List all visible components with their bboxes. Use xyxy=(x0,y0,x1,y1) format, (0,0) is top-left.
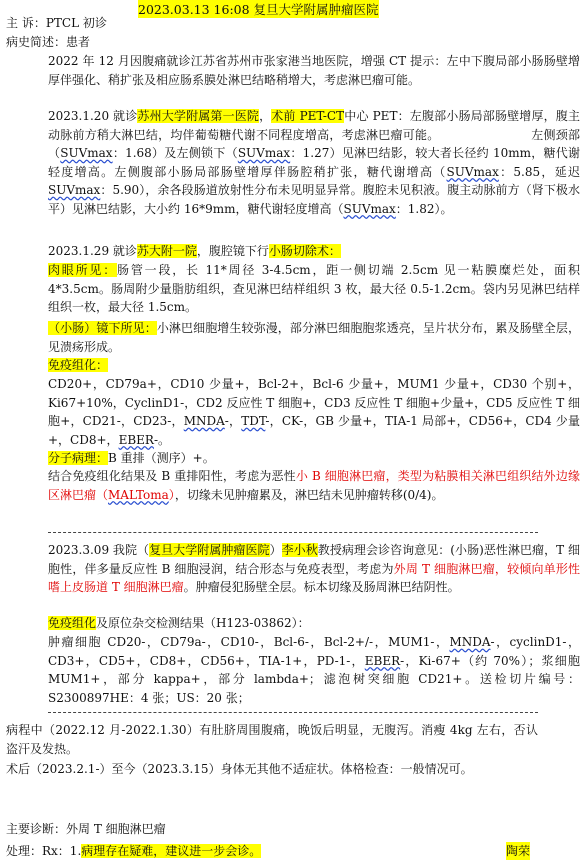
mnda-term: MNDA xyxy=(183,414,225,428)
chief-complaint-label: 主 诉： xyxy=(6,16,46,30)
ihc-text-c: -，CK-，GB 少量+，TIA-1 局部+，CD56+，CD4 少量+，CD8+， xyxy=(48,414,580,447)
microscopic-findings-label: （小肠）镜下所见： xyxy=(48,321,157,335)
treatment-text: 病理存在疑难，建议进一步会诊。 xyxy=(81,844,262,858)
ihc2-title-rest: 及原位杂交检测结果（H123-03862）： xyxy=(96,616,310,630)
p3-text-b: ，腹腔镜下行 xyxy=(196,244,269,258)
gross-findings-label: 肉眼所见： xyxy=(48,263,118,277)
molecular-text: B 重排（测序）+。 xyxy=(108,451,215,465)
treatment-row xyxy=(6,842,538,860)
p4-text-b: ） xyxy=(269,543,282,557)
ihc-text-d: -。 xyxy=(153,432,170,447)
chief-complaint xyxy=(6,14,107,32)
ihc-results xyxy=(6,375,580,449)
p2-text-b: ， xyxy=(259,109,272,123)
surgery-highlight: 小肠切除术： xyxy=(268,244,341,258)
eber-term: EBER xyxy=(364,653,401,668)
hospital-sudafuyi-highlight: 苏大附一院 xyxy=(136,244,197,258)
suvmax-term: SUVmax xyxy=(343,201,396,216)
hospital-fudan-highlight: 复旦大学附属肿瘤医院 xyxy=(149,543,270,557)
ihc2-heading xyxy=(48,614,310,632)
gross-findings xyxy=(6,261,580,317)
pathology-conclusion xyxy=(6,467,580,504)
microscopic-findings xyxy=(6,319,580,356)
diagnosis-red-close: ） xyxy=(168,487,175,502)
p4-text-c: 教授病理会诊咨询意见：(小肠)恶性淋巴瘤，T 细胞性，伴多量反应性 B 细胞浸润，结合形态与免疫表型，考虑为 xyxy=(48,543,580,576)
section-divider xyxy=(48,532,538,533)
suvmax-term: SUVmax xyxy=(48,183,101,197)
section-divider xyxy=(48,712,538,713)
surgery-line xyxy=(48,242,341,260)
ihc-heading xyxy=(48,356,108,374)
p2-text-g: ：5.90），余各段肠道放射性分布未见明显异常。腹腔未见积液。腹主动脉前方（肾下极水平）见淋巴结影，大小约 16*9mm，糖代谢轻度增高（ xyxy=(48,183,580,216)
diagnosis-red-text: 小 B 细胞淋巴瘤，类型为粘膜相关淋巴组织结外边缘区淋巴瘤（ xyxy=(48,469,580,502)
gross-findings-text: 肠管一段，长 11*周径 3-4.5cm，距一侧切端 2.5cm 见一粘膜糜烂处，面积 4*3.5cm。肠周附少量脂肪组织，查见淋巴结样组织 3 枚，最大径 0.5-1.2cm。袋内另见淋巴结样组织一枚，最大径 1.5cm。 xyxy=(48,263,580,314)
conclusion-text-a: 结合免疫组化结果及 B 重排阳性，考虑为恶性 xyxy=(48,469,296,483)
suvmax-term: SUVmax xyxy=(237,146,291,160)
p2-text-d: ：1.68）及左侧锁下（ xyxy=(112,146,238,160)
record-header-title: 2023.03.13 16:08 复旦大学附属肿瘤医院 xyxy=(138,2,379,17)
course-of-disease: 病程中（2022.12 月-2022.1.30）有肚脐周围腹痛，晚饭后明显，无腹泻。消瘦 4kg 左右，否认盗汗及发热。 xyxy=(6,723,538,756)
main-diagnosis: 主要诊断：外周 T 细胞淋巴瘤 xyxy=(6,822,166,836)
consultation-diagnosis-red: 外周 T 细胞淋巴瘤，较倾向单形性嗜上皮肠道 T 细胞淋巴瘤 xyxy=(48,561,580,594)
ihc2-label: 免疫组化 xyxy=(48,616,97,630)
maltoma-term: MALToma xyxy=(108,487,169,502)
tdt-term: TDT xyxy=(241,414,266,428)
p2-text-h: ：1.82）。 xyxy=(395,201,453,216)
treatment-label: 处理：Rx：1. xyxy=(6,844,82,858)
doctor-name: 陶荣 xyxy=(505,844,530,858)
post-op-status: 术后（2023.2.1-）至今（2023.3.15）身体无其他不适症状。体格检查：一般情况可。 xyxy=(6,762,473,776)
pet-ct-highlight: 术前 PET-CT xyxy=(271,109,345,123)
hospital-suzhou-highlight: 苏州大学附属第一医院 xyxy=(137,109,260,123)
ihc2-text-a: 肿瘤细胞 CD20-，CD79a-，CD10-，Bcl-6-，Bcl-2+/-，MUM1-， xyxy=(48,635,450,649)
suvmax-term: SUVmax xyxy=(446,164,499,179)
ihc2-results xyxy=(6,633,580,707)
conclusion-text-b: ，切缘未见肿瘤累及，淋巴结未见肿瘤转移(0/4)。 xyxy=(174,487,444,502)
history-paragraph-pet-ct xyxy=(6,107,580,218)
p3-text-a: 2023.1.29 就诊 xyxy=(48,244,137,258)
microscopic-findings-text: 小淋巴细胞增生较弥漫，部分淋巴细胞胞浆透亮，呈片状分布，累及肠壁全层，见溃疡形成。 xyxy=(48,321,580,354)
eber-term: EBER xyxy=(118,432,154,447)
ihc2-text-c: -，Ki-67+（约 70%）；浆细胞 MUM1+，部分 kappa+，部分 lambda+；滤泡树突细胞 CD21+。送检切片编号：S2300897HE：4 张；US：20 张； xyxy=(48,653,580,705)
p4-text-a: 2023.3.09 我院（ xyxy=(48,543,150,557)
chief-complaint-value: PTCL 初诊 xyxy=(45,16,107,30)
history-paragraph-first-visit: 2022 年 12 月因腹痛就诊江苏省苏州市张家港当地医院，增强 CT 提示：左中下腹局部小肠肠壁增厚伴强化、稍扩张及相应肠系膜处淋巴结略稍增大，考虑淋巴瘤可能。 xyxy=(48,54,580,87)
p4-text-d: 。肿瘤侵犯肠壁全层。标本切缘及肠周淋巴结阴性。 xyxy=(183,580,460,594)
mnda-term: MNDA xyxy=(449,635,491,649)
p2-text-a: 2023.1.20 就诊 xyxy=(48,109,138,123)
ihc-label: 免疫组化： xyxy=(48,358,109,372)
ihc-text-b: -， xyxy=(224,414,242,428)
molecular-label: 分子病理： xyxy=(48,451,109,465)
professor-name-highlight: 李小秋 xyxy=(281,543,318,557)
p2-text-c: 中心 PET：左腹部小肠局部肠壁增厚，腹主动脉前方稍大淋巴结，均伴葡萄糖代谢不同程度增高，考虑淋巴瘤可能。 左侧颈部（ xyxy=(48,109,580,160)
molecular-pathology xyxy=(48,449,215,467)
ihc2-text-b: -，cyclinD1-，CD3+，CD5+，CD8+，CD56+，TIA-1+，PD-1-， xyxy=(48,635,580,668)
consultation-paragraph xyxy=(6,541,580,597)
ihc-text-a: CD20+，CD79a+，CD10 少量+，Bcl-2+，Bcl-6 少量+，MUM1 少量+，CD30 个别+，Ki67+10%，CyclinD1-，CD2 反应性 T 细胞+，CD3 反应性 T 细胞+少量+，CD5 反应性 T 细胞+，CD21-，CD23-， xyxy=(48,377,580,428)
suvmax-term: SUVmax xyxy=(60,146,113,160)
p2-text-e: ：1.27）见淋巴结影，较大者长径约 10mm，糖代谢轻度增高。左侧腹部小肠局部肠壁增厚伴肠腔稍扩张，糖代谢增高（ xyxy=(48,146,580,179)
history-heading: 病史简述：患者 xyxy=(6,35,91,49)
p2-text-f: ：5.85，延迟 xyxy=(498,164,580,179)
